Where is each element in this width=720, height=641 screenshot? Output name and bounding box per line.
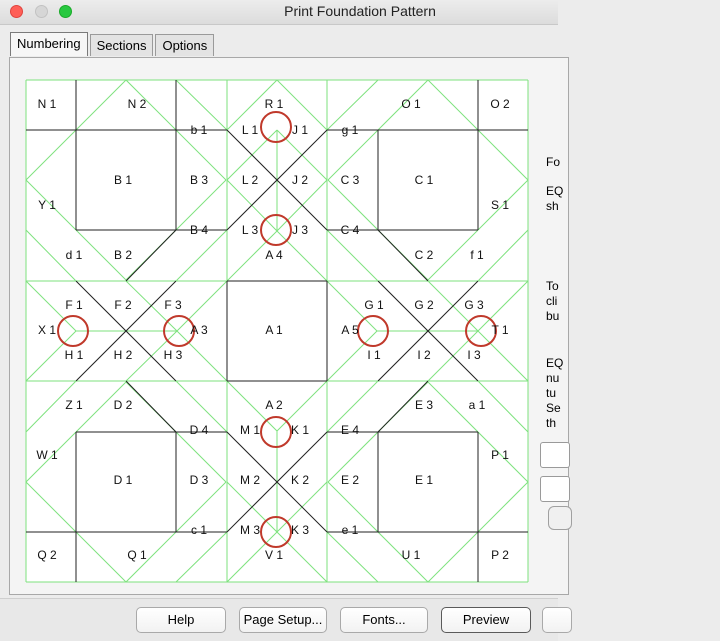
tab-bar bbox=[10, 34, 216, 56]
piece-label: I 3 bbox=[467, 348, 481, 362]
page-setup-button[interactable]: Page Setup... bbox=[239, 607, 327, 633]
piece-label: f 1 bbox=[470, 248, 484, 262]
piece-label: U 1 bbox=[401, 548, 421, 562]
piece-label: E 4 bbox=[340, 423, 360, 437]
piece-label: F 3 bbox=[164, 298, 182, 312]
piece-label: I 2 bbox=[417, 348, 431, 362]
side-text-4: EQ nu tu Se th bbox=[546, 356, 564, 430]
extra-button[interactable] bbox=[542, 607, 572, 633]
piece-label: S 1 bbox=[490, 198, 510, 212]
piece-label: N 1 bbox=[37, 97, 57, 111]
piece-label: J 3 bbox=[291, 223, 309, 237]
piece-label: a 1 bbox=[468, 398, 486, 412]
piece-label: B 2 bbox=[113, 248, 133, 262]
piece-label: V 1 bbox=[264, 548, 284, 562]
piece-label: A 2 bbox=[265, 398, 283, 412]
window-title: Print Foundation Pattern bbox=[284, 3, 436, 19]
piece-label: K 3 bbox=[290, 523, 310, 537]
piece-label: L 1 bbox=[241, 123, 259, 137]
side-text-1: Fo bbox=[546, 155, 561, 169]
piece-label: M 2 bbox=[239, 473, 261, 487]
title-bar bbox=[0, 0, 558, 25]
piece-label: B 4 bbox=[189, 223, 209, 237]
piece-label: E 2 bbox=[340, 473, 360, 487]
piece-label: D 2 bbox=[113, 398, 133, 412]
piece-label: G 1 bbox=[364, 298, 384, 312]
tab-options[interactable]: Options bbox=[155, 34, 214, 56]
piece-label: R 1 bbox=[264, 97, 284, 111]
piece-label: C 4 bbox=[340, 223, 360, 237]
tab-numbering[interactable]: Numbering bbox=[10, 32, 88, 56]
piece-label: g 1 bbox=[341, 123, 359, 137]
piece-label: E 1 bbox=[414, 473, 434, 487]
piece-label: H 3 bbox=[163, 348, 183, 362]
piece-label: A 1 bbox=[265, 323, 283, 337]
side-text-3: To cli bu bbox=[546, 279, 560, 323]
piece-label: L 2 bbox=[241, 173, 259, 187]
side-action-button-2[interactable] bbox=[540, 476, 570, 502]
piece-label: Q 2 bbox=[37, 548, 57, 562]
piece-label: I 1 bbox=[367, 348, 381, 362]
piece-label: L 3 bbox=[241, 223, 259, 237]
piece-label: B 3 bbox=[189, 173, 209, 187]
help-button[interactable]: Help bbox=[136, 607, 226, 633]
side-action-button-1[interactable] bbox=[540, 442, 570, 468]
piece-label: K 2 bbox=[290, 473, 310, 487]
piece-label: C 1 bbox=[414, 173, 434, 187]
piece-label: C 3 bbox=[340, 173, 360, 187]
piece-label: d 1 bbox=[65, 248, 83, 262]
piece-label: e 1 bbox=[341, 523, 359, 537]
piece-label: J 1 bbox=[291, 123, 309, 137]
piece-label: F 2 bbox=[114, 298, 132, 312]
piece-label: B 1 bbox=[113, 173, 133, 187]
piece-label: A 4 bbox=[265, 248, 283, 262]
piece-label: Y 1 bbox=[38, 198, 56, 212]
fonts-button[interactable]: Fonts... bbox=[340, 607, 428, 633]
piece-label: c 1 bbox=[190, 523, 208, 537]
piece-label: Z 1 bbox=[65, 398, 83, 412]
side-text-2: EQ sh bbox=[546, 184, 564, 213]
piece-label: G 2 bbox=[414, 298, 434, 312]
tab-sections[interactable]: Sections bbox=[90, 34, 154, 56]
side-round-control[interactable] bbox=[548, 506, 572, 530]
piece-label: M 3 bbox=[239, 523, 261, 537]
piece-label: O 2 bbox=[490, 97, 510, 111]
piece-label: W 1 bbox=[36, 448, 58, 462]
piece-label: J 2 bbox=[291, 173, 309, 187]
piece-label: F 1 bbox=[65, 298, 83, 312]
piece-label: P 1 bbox=[491, 448, 509, 462]
piece-label: M 1 bbox=[239, 423, 261, 437]
bottom-button-bar bbox=[0, 598, 558, 641]
piece-label: D 3 bbox=[189, 473, 209, 487]
piece-label: O 1 bbox=[401, 97, 421, 111]
piece-label: N 2 bbox=[127, 97, 147, 111]
piece-label: b 1 bbox=[190, 123, 208, 137]
foundation-pattern[interactable] bbox=[26, 80, 528, 582]
piece-label: H 1 bbox=[64, 348, 84, 362]
piece-label: A 3 bbox=[190, 323, 208, 337]
piece-label: D 1 bbox=[113, 473, 133, 487]
piece-label: K 1 bbox=[290, 423, 310, 437]
preview-button[interactable]: Preview bbox=[441, 607, 531, 633]
piece-label: D 4 bbox=[189, 423, 209, 437]
piece-label: X 1 bbox=[37, 323, 57, 337]
piece-label: H 2 bbox=[113, 348, 133, 362]
piece-label: G 3 bbox=[464, 298, 484, 312]
piece-label: A 5 bbox=[341, 323, 359, 337]
piece-label: C 2 bbox=[414, 248, 434, 262]
piece-label: P 2 bbox=[491, 548, 509, 562]
piece-label: Q 1 bbox=[127, 548, 147, 562]
piece-label: E 3 bbox=[414, 398, 434, 412]
piece-label: T 1 bbox=[491, 323, 509, 337]
